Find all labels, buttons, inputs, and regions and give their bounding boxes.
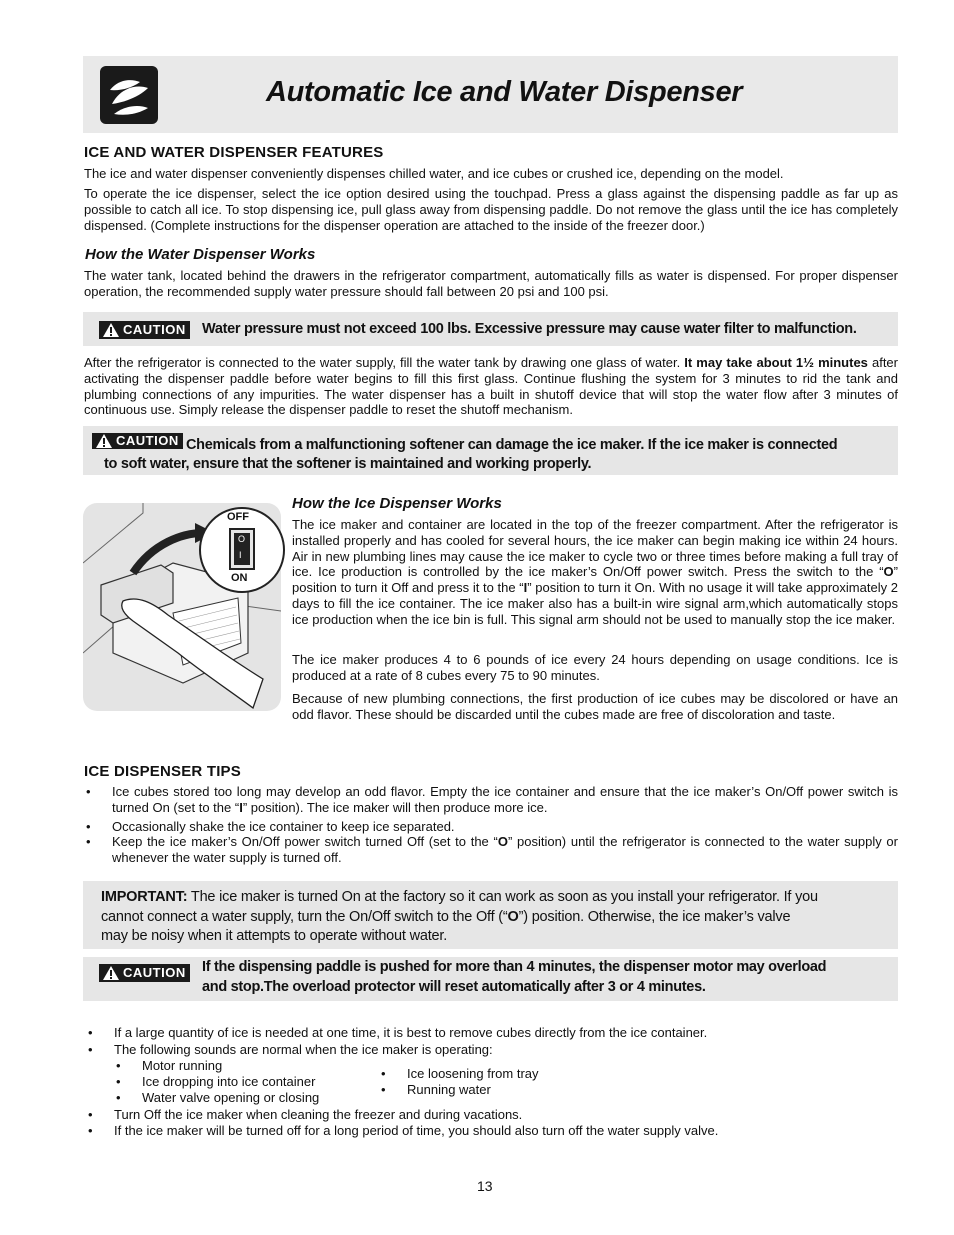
list-item: • If a large quantity of ice is needed at one time, it is best to remove cubes directly from the ice container. [86, 1025, 886, 1041]
sounds-list-right [379, 1066, 629, 1098]
list-item: • Keep the ice maker’s On/Off power switch turned Off (set to the “O” position) until the refrigerator is connected to the water supply or whenever the water supply is turned off. [84, 834, 898, 866]
sounds-list-left [114, 1058, 364, 1105]
ice-dispenser-heading: How the Ice Dispenser Works [292, 495, 502, 512]
water-dispenser-heading: How the Water Dispenser Works [85, 246, 316, 263]
caution-badge: CAUTION [99, 321, 190, 339]
list-item: • Motor running [114, 1058, 364, 1074]
ice-paragraph-3: Because of new plumbing connections, the first production of ice cubes may be discolored or have an odd flavor. These should be discarded until the cubes made are free of discoloration and taste. [292, 691, 898, 722]
bottom-list [86, 1025, 886, 1058]
warning-triangle-icon [103, 966, 119, 980]
water-paragraph-2: After the refrigerator is connected to the water supply, fill the water tank by drawing one glass of water. It may take about 1½ minutes after activating the dispenser paddle before water begins to fill this first glass. Continue flushing the system for 3 minutes to rid the tank and plumbing connections of any impurities. The water dispenser has a built in shutoff device that will stop the water flow after 3 minutes of continuous use. Simply release the dispenser paddle to reset the shutoff mechanism. [84, 355, 898, 418]
list-item: • Turn Off the ice maker when cleaning the freezer and during vacations. [86, 1107, 886, 1123]
features-heading: ICE AND WATER DISPENSER FEATURES [84, 144, 384, 161]
water-paragraph-1: The water tank, located behind the drawers in the refrigerator compartment, automatically fills as water is dispensed. For proper dispenser operation, the recommended supply water pressure should fall between 20 psi and 100 psi. [84, 268, 898, 299]
list-item: • Ice dropping into ice container [114, 1074, 364, 1090]
page-number: 13 [477, 1178, 493, 1194]
list-item: • If the ice maker will be turned off for a long period of time, you should also turn off the water supply valve. [86, 1123, 886, 1139]
caution-badge: CAUTION [99, 964, 190, 982]
ice-paragraph-2: The ice maker produces 4 to 6 pounds of ice every 24 hours depending on usage conditions. Ice is produced at a rate of 8 cubes every 75 to 90 minutes. [292, 652, 898, 683]
list-item: • The following sounds are normal when the ice maker is operating: [86, 1042, 886, 1058]
tips-list [84, 784, 898, 866]
tips-heading: ICE DISPENSER TIPS [84, 763, 241, 780]
caution-text-2-line-1: Chemicals from a malfunctioning softener can damage the ice maker. If the ice maker is connected [186, 437, 838, 453]
caution-badge: CAUTION [92, 433, 183, 449]
list-item: • Ice cubes stored too long may develop an odd flavor. Empty the ice container and ensure that the ice maker’s On/Off power switch is turned On (set to the “I” position). The ice maker will then produce more ice. [84, 784, 898, 816]
warning-triangle-icon [103, 323, 119, 337]
list-item: • Running water [379, 1082, 629, 1098]
caution-text-3-line-1: If the dispensing paddle is pushed for more than 4 minutes, the dispenser motor may overload [202, 959, 827, 975]
page-title: Automatic Ice and Water Dispenser [266, 76, 743, 108]
caution-text-2-line-2: to soft water, ensure that the softener is maintained and working properly. [104, 456, 592, 472]
features-paragraph-1: The ice and water dispenser conveniently dispenses chilled water, and ice cubes or crushed ice, depending on the model. [84, 166, 784, 181]
switch-on-label: ON [231, 572, 248, 584]
warning-triangle-icon [96, 434, 112, 448]
caution-text-1: Water pressure must not exceed 100 lbs. Excessive pressure may cause water filter to malfunction. [202, 321, 857, 337]
ice-paragraph-1: The ice maker and container are located in the top of the freezer compartment. After the refrigerator is installed properly and has cooled for several hours, the ice maker can begin making ice within 24 hours. Air in new plumbing lines may cause the ice maker to cycle two or three times before making a full tray of ice. Ice production is controlled by the ice maker’s On/Off power switch. Press the switch to the “O” position to turn it Off and press it to the “I” position to turn it On. With no usage it will take approximately 2 days to fill the ice container. The ice maker also has a built-in wire signal arm,which automatically stops ice production when the ice bin is full. This signal arm should not be used to manually stop the ice maker. [292, 517, 898, 627]
power-switch-icon: O I [229, 528, 255, 570]
leaf-logo-icon [100, 66, 158, 124]
bottom-list-2 [86, 1107, 886, 1139]
caution-text-3-line-2: and stop.The overload protector will reset automatically after 3 or 4 minutes. [202, 979, 706, 995]
list-item: • Ice loosening from tray [379, 1066, 629, 1082]
features-paragraph-2: To operate the ice dispenser, select the ice option desired using the touchpad. Press a glass against the dispensing paddle as far up as possible to catch all ice. To stop dispensing ice, pull glass away from dispensing paddle. Do not remove the glass until the ice has completely dispensed. (Complete instructions for the dispenser operation are attached to the inside of the freezer door.) [84, 186, 898, 233]
switch-off-label: OFF [227, 511, 249, 523]
list-item: • Occasionally shake the ice container to keep ice separated. [84, 819, 898, 835]
important-note: IMPORTANT: The ice maker is turned On at the factory so it can work as soon as you install your refrigerator. If you cannot connect a water supply, turn the On/Off switch to the Off (“O”) position. Otherwise, the ice maker’s valve may be noisy when it attempts to operate without water. [101, 889, 818, 944]
list-item: • Water valve opening or closing [114, 1090, 364, 1106]
